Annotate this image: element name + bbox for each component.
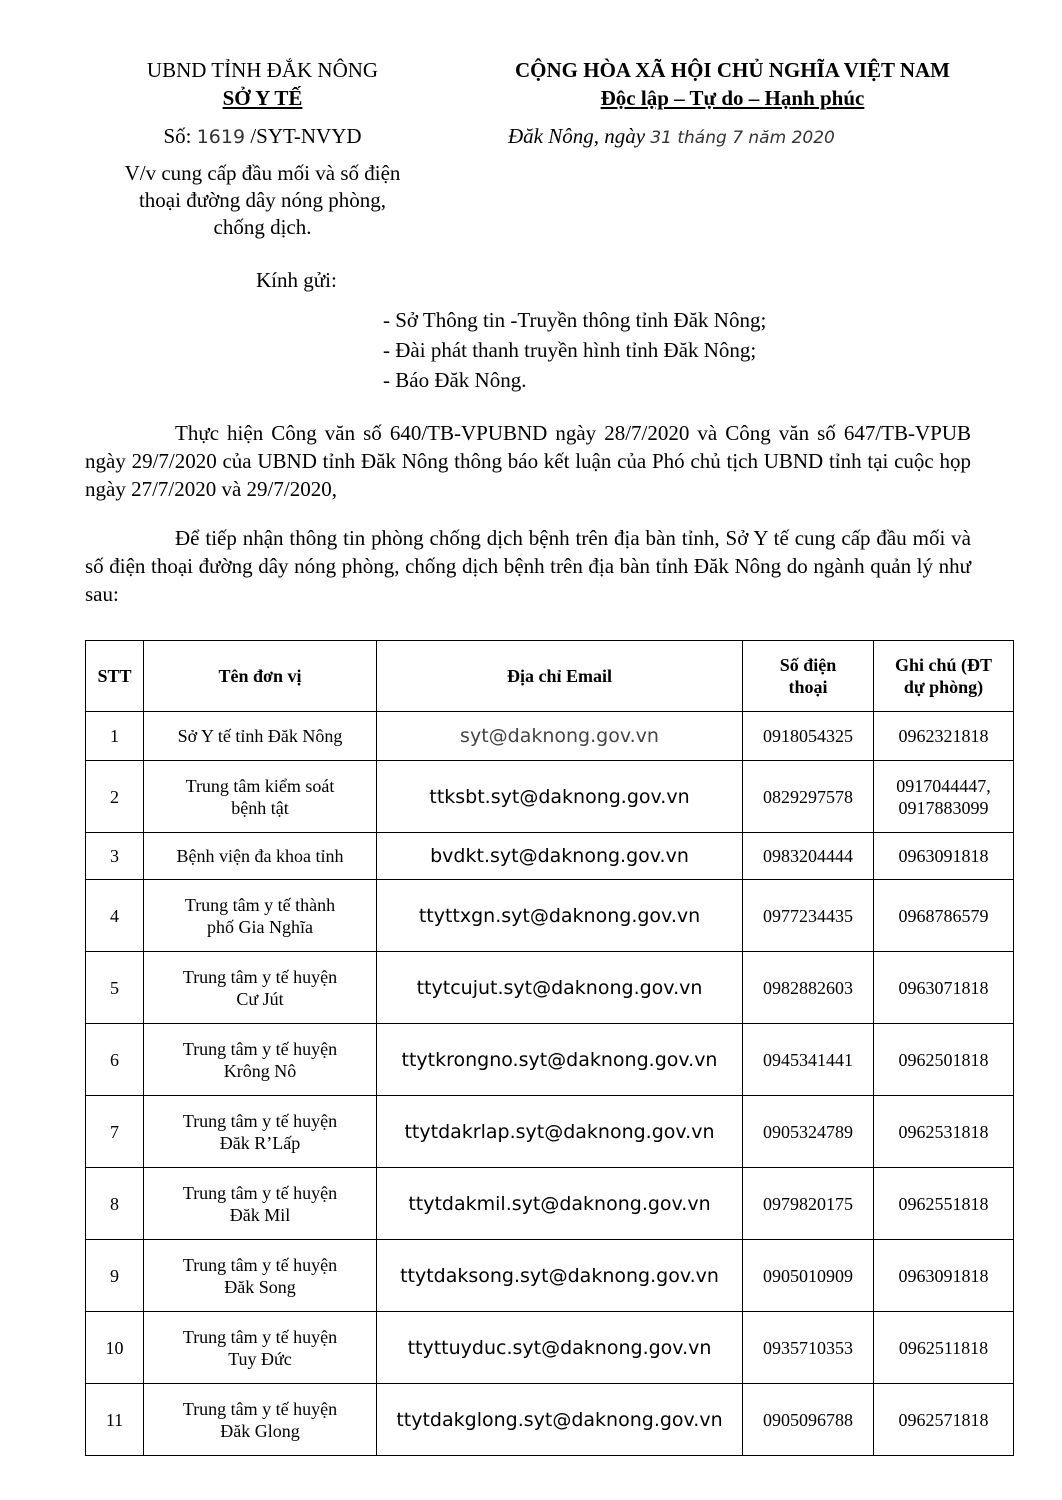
cell-phone: 0977234435 [743, 880, 874, 952]
cell-email[interactable]: ttksbt.syt@daknong.gov.vn [377, 761, 743, 833]
unit-name-line: Đăk R’Lấp [219, 1132, 301, 1153]
date-handwritten: 31 tháng 7 năm 2020 [650, 128, 835, 148]
cell-email[interactable]: ttytdakmil.syt@daknong.gov.vn [377, 1168, 743, 1240]
cell-email[interactable]: ttytkrongno.syt@daknong.gov.vn [377, 1024, 743, 1096]
cell-note [874, 833, 1014, 880]
document-date [508, 122, 1008, 152]
document-number [100, 122, 425, 151]
cell-email[interactable]: ttyttxgn.syt@daknong.gov.vn [377, 880, 743, 952]
table-row [86, 1312, 1014, 1384]
document-number-prefix: Số: [163, 124, 192, 148]
cell-stt: 2 [86, 761, 144, 833]
table-row [86, 833, 1014, 880]
cell-unit-name [144, 1240, 377, 1312]
body-paragraph-2: Để tiếp nhận thông tin phòng chống dịch bệnh trên địa bàn tỉnh, Sở Y tế cung cấp đầu mối và số điện thoại đường dây nóng phòng, chống dịch bệnh trên địa bàn tỉnh Đăk Nông do ngành quản lý như sau: [85, 526, 971, 606]
cell-phone: 0935710353 [743, 1312, 874, 1384]
table-row [86, 712, 1014, 761]
table-row [86, 880, 1014, 952]
header-note-line: dự phòng) [903, 677, 984, 697]
cell-unit-name [144, 712, 377, 761]
recipient-label: Kính gửi: [256, 268, 337, 292]
note-line: 0963091818 [898, 1265, 989, 1286]
cell-phone: 0905324789 [743, 1096, 874, 1168]
unit-name-line: Trung tâm y tế huyện [182, 1038, 338, 1059]
cell-note [874, 1096, 1014, 1168]
recipient-item: - Sở Thông tin -Truyền thông tỉnh Đăk Nông; [383, 308, 767, 332]
note-line: 0917044447, [896, 775, 991, 796]
document-number-suffix: /SYT-NVYD [250, 124, 362, 148]
unit-name-line: Trung tâm y tế thành [184, 894, 336, 915]
cell-phone: 0983204444 [743, 833, 874, 880]
cell-phone: 0905010909 [743, 1240, 874, 1312]
note-line: 0963071818 [898, 977, 989, 998]
cell-note [874, 952, 1014, 1024]
subject-line: thoại đường dây nóng phòng, [138, 188, 387, 212]
unit-name-line: bệnh tật [231, 797, 289, 818]
cell-note [874, 1168, 1014, 1240]
header-unit-name: Tên đơn vị [144, 641, 377, 712]
unit-name-line: Trung tâm y tế huyện [182, 1110, 338, 1131]
cell-stt: 6 [86, 1024, 144, 1096]
cell-email[interactable]: syt@daknong.gov.vn [377, 712, 743, 761]
subject-line: chống dịch. [213, 215, 312, 239]
unit-name-line: Trung tâm y tế huyện [182, 1398, 338, 1419]
cell-unit-name [144, 1312, 377, 1384]
cell-phone: 0829297578 [743, 761, 874, 833]
cell-email[interactable]: ttyttuyduc.syt@daknong.gov.vn [377, 1312, 743, 1384]
unit-name-line: Đăk Song [224, 1276, 296, 1297]
unit-name-line: Cư Jút [236, 988, 284, 1009]
cell-unit-name [144, 1168, 377, 1240]
motto-text: Độc lập – Tự do – Hạnh phúc [600, 86, 865, 110]
body-paragraph-1: Thực hiện Công văn số 640/TB-VPUBND ngày 28/7/2020 và Công văn số 647/TB-VPUB ngày 29/7/2020 của UBND tỉnh Đăk Nông thông báo kết luận của Phó chủ tịch UBND tỉnh tại cuộc họp ngày 27/7/2020 và 29/7/2020, [85, 421, 971, 501]
cell-note [874, 712, 1014, 761]
subject-line: V/v cung cấp đầu mối và số điện [124, 161, 401, 185]
cell-stt: 10 [86, 1312, 144, 1384]
cell-email[interactable]: ttytdaksong.syt@daknong.gov.vn [377, 1240, 743, 1312]
table-header-row [86, 641, 1014, 712]
cell-stt: 4 [86, 880, 144, 952]
note-line: 0962571818 [898, 1409, 989, 1430]
table-row [86, 1168, 1014, 1240]
cell-unit-name [144, 952, 377, 1024]
contact-table [85, 640, 1014, 1456]
note-line: 0968786579 [898, 905, 989, 926]
cell-note [874, 1312, 1014, 1384]
unit-name-line: Đăk Mil [229, 1204, 291, 1225]
header-stt: STT [86, 641, 144, 712]
unit-name-line: Trung tâm kiểm soát [185, 775, 335, 796]
note-line: 0962551818 [898, 1193, 989, 1214]
cell-unit-name [144, 833, 377, 880]
cell-note [874, 1024, 1014, 1096]
motto [455, 84, 1010, 112]
unit-name-line: Sở Y tế tỉnh Đăk Nông [177, 726, 343, 746]
cell-unit-name [144, 1384, 377, 1456]
cell-email[interactable]: ttytcujut.syt@daknong.gov.vn [377, 952, 743, 1024]
country-name: CỘNG HÒA XÃ HỘI CHỦ NGHĨA VIỆT NAM [514, 58, 951, 82]
table-row [86, 1240, 1014, 1312]
cell-stt: 5 [86, 952, 144, 1024]
cell-unit-name [144, 880, 377, 952]
date-prefix: Đăk Nông, ngày [508, 124, 646, 148]
note-line: 0962511818 [898, 1337, 989, 1358]
note-line: 0962531818 [898, 1121, 989, 1142]
cell-email[interactable]: bvdkt.syt@daknong.gov.vn [377, 833, 743, 880]
unit-name-line: Tuy Đức [228, 1348, 292, 1369]
cell-stt: 3 [86, 833, 144, 880]
cell-note [874, 1384, 1014, 1456]
unit-name-line: Trung tâm y tế huyện [182, 1326, 338, 1347]
header-email: Địa chỉ Email [377, 641, 743, 712]
header-note-line: Ghi chú (ĐT [894, 655, 993, 675]
cell-stt: 9 [86, 1240, 144, 1312]
table-row [86, 1096, 1014, 1168]
cell-stt: 11 [86, 1384, 144, 1456]
unit-name-line: Krông Nô [223, 1060, 297, 1081]
cell-unit-name [144, 1024, 377, 1096]
cell-stt: 1 [86, 712, 144, 761]
agency-name-text: SỞ Y TẾ [222, 86, 303, 110]
unit-name-line: Trung tâm y tế huyện [182, 1182, 338, 1203]
note-line: 0962501818 [898, 1049, 989, 1070]
document-number-handwritten: 1619 [196, 126, 246, 148]
cell-phone: 0982882603 [743, 952, 874, 1024]
cell-phone: 0905096788 [743, 1384, 874, 1456]
recipient-item: - Đài phát thanh truyền hình tỉnh Đăk Nông; [383, 338, 757, 362]
unit-name-line: phố Gia Nghĩa [207, 916, 313, 937]
cell-unit-name [144, 1096, 377, 1168]
table-row [86, 761, 1014, 833]
recipient-list [383, 305, 1003, 395]
table-row [86, 952, 1014, 1024]
cell-note [874, 761, 1014, 833]
document-subject [100, 160, 425, 241]
agency-parent: UBND TỈNH ĐẮK NÔNG [146, 58, 379, 82]
cell-stt: 8 [86, 1168, 144, 1240]
unit-name-line: Trung tâm y tế huyện [182, 1254, 338, 1275]
header-phone-line: thoại [788, 677, 828, 697]
cell-stt: 7 [86, 1096, 144, 1168]
cell-note [874, 1240, 1014, 1312]
cell-phone: 0918054325 [743, 712, 874, 761]
cell-note [874, 880, 1014, 952]
note-line: 0963091818 [898, 846, 989, 866]
header-phone [743, 641, 874, 712]
table-row [86, 1024, 1014, 1096]
cell-email[interactable]: ttytdakrlap.syt@daknong.gov.vn [377, 1096, 743, 1168]
note-line: 0917883099 [898, 797, 989, 818]
recipient-item: - Báo Đăk Nông. [383, 368, 527, 392]
agency-name [100, 84, 425, 112]
cell-email[interactable]: ttytdakglong.syt@daknong.gov.vn [377, 1384, 743, 1456]
note-line: 0962321818 [898, 726, 989, 746]
cell-phone: 0979820175 [743, 1168, 874, 1240]
unit-name-line: Đăk Glong [220, 1420, 300, 1441]
header-phone-line: Số điện [779, 655, 837, 675]
unit-name-line: Trung tâm y tế huyện [182, 966, 338, 987]
header-note [874, 641, 1014, 712]
cell-phone: 0945341441 [743, 1024, 874, 1096]
cell-unit-name [144, 761, 377, 833]
unit-name-line: Bệnh viện đa khoa tỉnh [176, 846, 344, 866]
table-row [86, 1384, 1014, 1456]
